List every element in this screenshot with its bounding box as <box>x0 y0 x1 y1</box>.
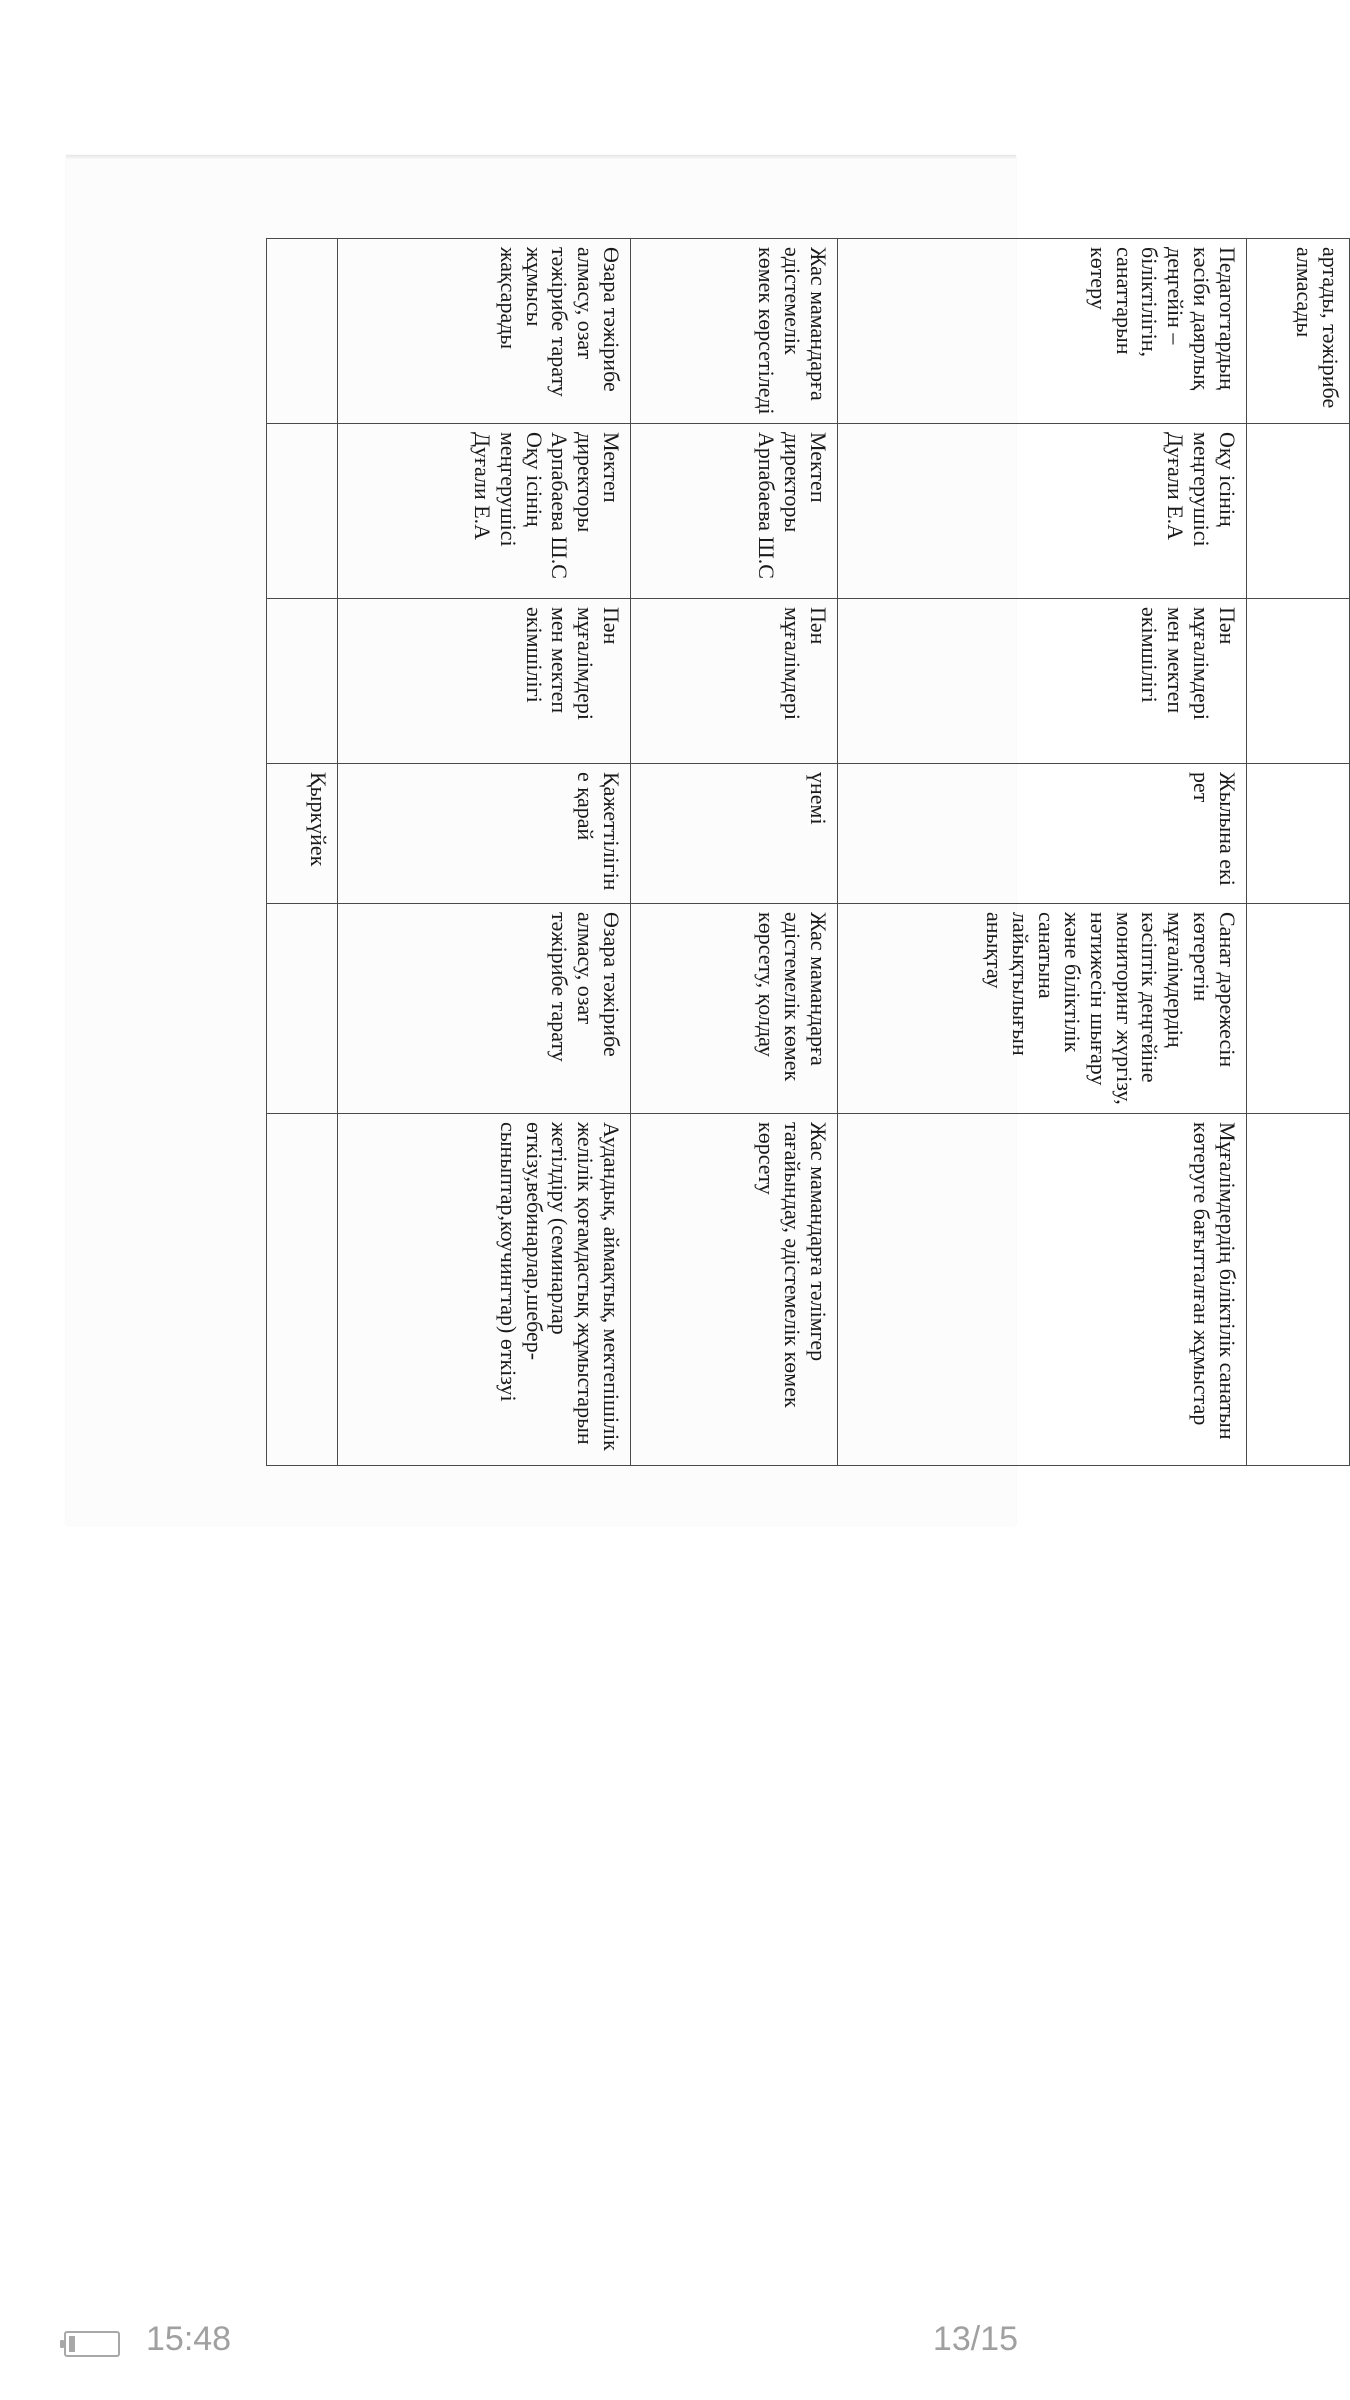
participants-cell: Пән мұғалімдері мен мектеп әкімшілігі <box>337 599 631 764</box>
page-edge <box>66 155 1016 159</box>
result-cell: Жас мамандарға әдістемелік көмек көрсетіледі <box>631 239 838 424</box>
timing-cell: Қыркүйек <box>267 764 338 904</box>
table-row <box>631 239 838 1466</box>
activity-cell: Өзара тәжірибе алмасу, озат тәжірибе тарату <box>337 904 631 1114</box>
participants-cell: Пән мұғалімдері <box>631 599 838 764</box>
direction-cell: Мұғалімдердің біліктілік санатын көтеруге бағытталған жұмыстар <box>838 1114 1247 1466</box>
responsible-cell <box>267 424 338 599</box>
timing-cell: Қажеттілігіне қарай <box>337 764 631 904</box>
plan-table <box>266 238 1350 1466</box>
result-cell: Педагогтардың кәсіби даярлық деңгейін – біліктілігін, санаттарын көтеру <box>838 239 1247 424</box>
clock-time: 15:48 <box>146 2320 232 2358</box>
responsible-cell <box>1247 424 1350 599</box>
result-cell <box>267 239 338 424</box>
direction-cell <box>267 1114 338 1466</box>
table-row <box>838 239 1247 1466</box>
page-indicator[interactable]: 13/15 <box>932 2320 1018 2358</box>
direction-cell <box>1247 1114 1350 1466</box>
table-row <box>267 239 338 1466</box>
result-cell: Өзара тәжірибе алмасу, озат тәжірибе тарату жұмысы жақсарады <box>337 239 631 424</box>
participants-cell <box>1247 599 1350 764</box>
rotated-table-container <box>266 238 1350 1465</box>
activity-cell: Жас мамандарға әдістемелік көмек көрсету, қолдау <box>631 904 838 1114</box>
participants-cell <box>267 599 338 764</box>
activity-cell: Санат дәрежесін көтеретін мұғалімдердің кәсіптік деңгейіне мониторинг жүргізу, нәтижесін шығару және біліктілік санатына лайықтылығын анықтау <box>838 904 1247 1114</box>
direction-cell: Аудандық, аймақтық, мектепішілік желілік қоғамдастық жұмыстарын жетілдіру (семинарлар өткізу,вебинарлар,шебер-сыныптар,коучингтар) өткізуі <box>337 1114 631 1466</box>
battery-icon <box>64 2331 120 2357</box>
activity-cell <box>1247 904 1350 1114</box>
direction-cell: Жас мамандарға тәлімгер тағайындау, әдістемелік көмек көрсету <box>631 1114 838 1466</box>
reader-status-bar <box>0 2310 1080 2370</box>
table-row <box>337 239 631 1466</box>
document-page <box>66 155 1343 1525</box>
timing-cell: Жылына екі рет <box>838 764 1247 904</box>
responsible-cell: Мектеп директоры Арпабаева Ш.С <box>631 424 838 599</box>
timing-cell: үнемі <box>631 764 838 904</box>
timing-cell <box>1247 764 1350 904</box>
activity-cell <box>267 904 338 1114</box>
result-cell: артады, тәжірибе алмасады <box>1247 239 1350 424</box>
table-row <box>1247 239 1350 1466</box>
participants-cell: Пән мұғалімдері мен мектеп әкімшілігі <box>838 599 1247 764</box>
responsible-cell: Оқу ісінің меңгерушісі Дуғали Е.А <box>838 424 1247 599</box>
responsible-cell: Мектеп директоры Арпабаева Ш.С Оқу ісінің меңгерушісі Дуғали Е.А <box>337 424 631 599</box>
